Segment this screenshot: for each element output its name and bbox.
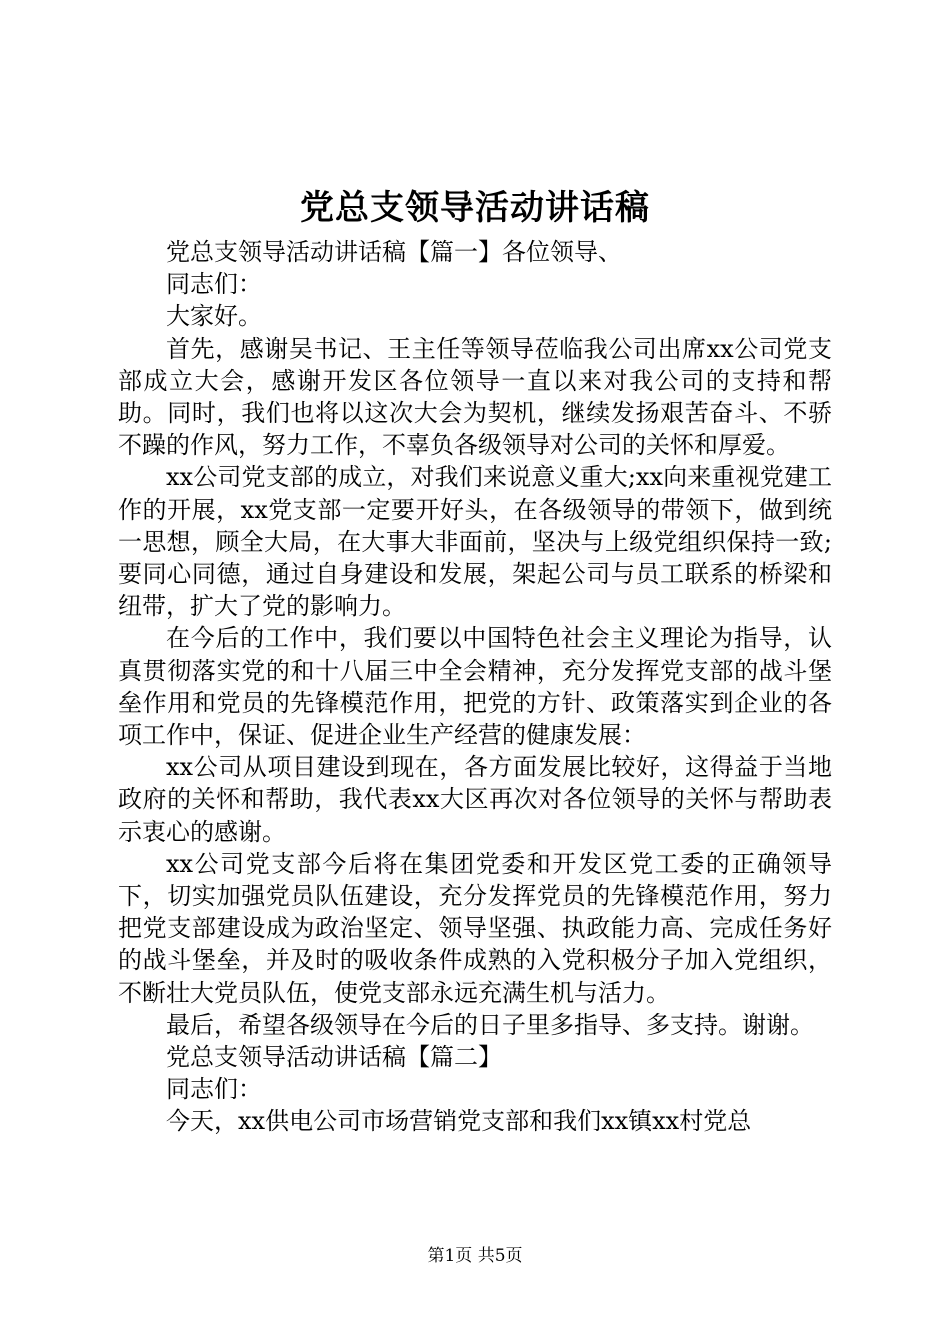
paragraph: 在今后的工作中，我们要以中国特色社会主义理论为指导，认真贯彻落实党的和十八届三中全会精神，充分发挥党支部的战斗堡垒作用和党员的先锋模范作用，把党的方针、政策落实到企业的各项工作中，保证、促进企业生产经营的健康发展： [118,624,832,750]
paragraph: xx公司党支部今后将在集团党委和开发区党工委的正确领导下，切实加强党员队伍建设，充分发挥党员的先锋模范作用，努力把党支部建设成为政治坚定、领导坚强、执政能力高、完成任务好的战斗堡垒，并及时的吸收条件成熟的入党积极分子加入党组织，不断壮大党员队伍，使党支部永远充满生机与活力。 [118,849,832,1007]
document-title: 党总支领导活动讲话稿 [300,188,650,228]
paragraph-salutation: 同志们： [166,1075,262,1104]
document-body [118,236,832,1138]
page-number: 第1页 共5页 [427,1246,523,1266]
paragraph: xx公司从项目建设到现在，各方面发展比较好，这得益于当地政府的关怀和帮助，我代表xx大区再次对各位领导的关怀与帮助表示衷心的感谢。 [118,753,832,846]
paragraph: 今天，xx供电公司市场营销党支部和我们xx镇xx村党总 [166,1107,752,1136]
paragraph-heading-1: 党总支领导活动讲话稿【篇一】各位领导、 [166,238,622,266]
paragraph-closing: 最后，希望各级领导在今后的日子里多指导、多支持。谢谢。 [166,1010,814,1039]
paragraph-heading-2: 党总支领导活动讲话稿【篇二】 [166,1043,502,1072]
paragraph: 首先，感谢吴书记、王主任等领导莅临我公司出席xx公司党支部成立大会，感谢开发区各位领导一直以来对我公司的支持和帮助。同时，我们也将以这次大会为契机，继续发扬艰苦奋斗、不骄不躁的作风，努力工作，不辜负各级领导对公司的关怀和厚爱。 [118,334,832,460]
paragraph: xx公司党支部的成立，对我们来说意义重大;xx向来重视党建工作的开展，xx党支部一定要开好头，在各级领导的带领下，做到统一思想，顾全大局，在大事大非面前，坚决与上级党组织保持一致;要同心同德，通过自身建设和发展，架起公司与员工联系的桥梁和纽带，扩大了党的影响力。 [118,463,832,621]
paragraph-salutation: 同志们： [166,270,262,299]
paragraph-greeting: 大家好。 [166,302,262,331]
